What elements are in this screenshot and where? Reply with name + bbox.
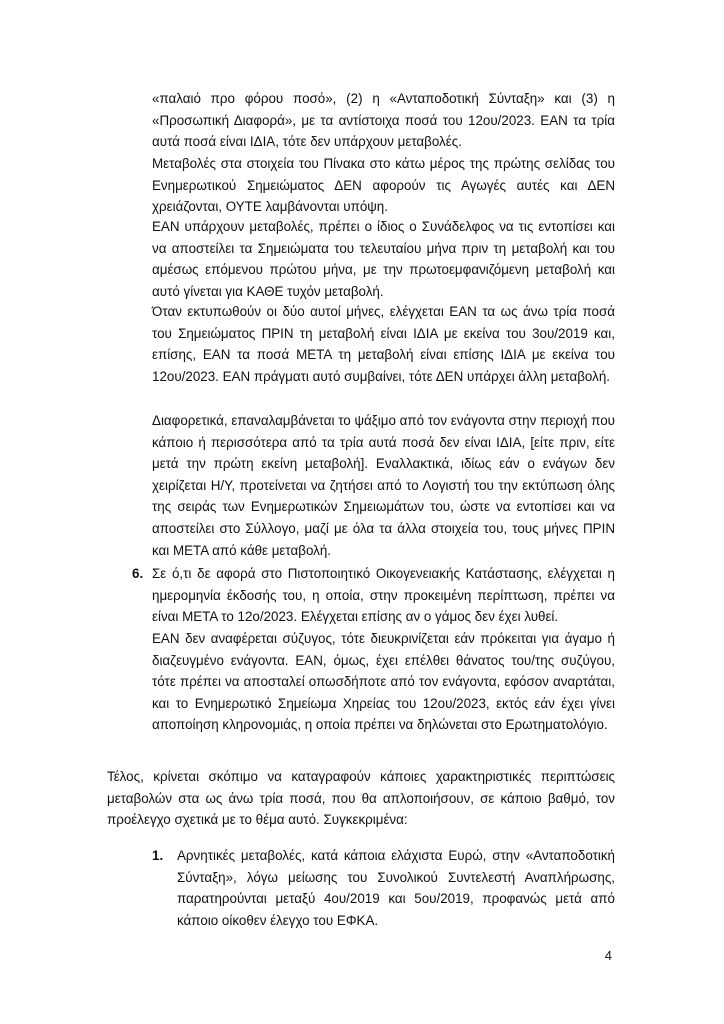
paragraph-finally: Τέλος, κρίνεται σκόπιμο να καταγραφούν κάποιες χαρακτηριστικές περιπτώσεις μεταβολών στα ως άνω τρία ποσά, που θα απλοποιήσουν, σε κάποιο βαθμό, τον προέλεγχο σχετικά με το θέμα αυτό. Συγκεκριμένα: [107, 769, 615, 828]
list-number-6: 6. [132, 566, 144, 581]
paragraph-otherwise: Διαφορετικά, επαναλαμβάνεται το ψάξιμο από τον ενάγοντα στην περιοχή που κάποιο ή περισσότερα από τα τρία αυτά ποσά δεν είναι ΙΔΙΑ, [είτε πριν, είτε μετά την πρώτη εκείνη μεταβολή]. Εναλλακτικά, ιδίως εάν ο ενάγων δεν χειρίζεται Η/Υ, προτείνεται να ζητήσει από το Λογιστή του την εκτύπωση όλης της σειράς των Ενημερωτικών Σημειωμάτων του, ώστε να εντοπίσει και να αποστείλει στο Σύλλογο, μαζί με όλα τα άλλα στοιχεία του, τους μήνες ΠΡΙΝ και ΜΕΤΑ από κάθε μεταβολή. [152, 413, 615, 558]
paragraph-negative-changes: Αρνητικές μεταβολές, κατά κάποια ελάχιστα Ευρώ, στην «Ανταποδοτική Σύνταξη», λόγω μείωσης του Συνολικού Συντελεστή Αναπλήρωσης, παρατηρούνται μεταξύ 4ου/2019 και 5ου/2019, προφανώς μετά από κάποιο οίκοθεν έλεγχο του ΕΦΚΑ. [177, 848, 615, 928]
paragraph-table-changes: Μεταβολές στα στοιχεία του Πίνακα στο κάτω μέρος της πρώτης σελίδας του Ενημερωτικού Σημειώματος ΔΕΝ αφορούν τις Αγωγές αυτές και ΔΕΝ χρειάζονται, ΟΥΤΕ λαμβάνονται υπόψη. [152, 156, 615, 215]
paragraph-if-changes: ΕΑΝ υπάρχουν μεταβολές, πρέπει ο ίδιος ο Συνάδελφος να τις εντοπίσει και να αποστείλει τα Σημειώματα του τελευταίου μήνα πριν τη μεταβολή και του αμέσως επόμενου πρώτου μήνα, με την πρωτοεμφανιζόμενη μεταβολή και αυτό γίνεται για ΚΑΘΕ τυχόν μεταβολή. [152, 219, 615, 299]
paragraph-family-certificate: Σε ό,τι δε αφορά στο Πιστοποιητικό Οικογενειακής Κατάστασης, ελέγχεται η ημερομηνία έκδοσής του, η οποία, στην προκειμένη περίπτωση, πρέπει να είναι ΜΕΤΑ το 12ο/2023. Ελέγχεται επίσης αν ο γάμος δεν έχει λυθεί. [152, 566, 615, 625]
paragraph-amounts: «παλαιό προ φόρου ποσό», (2) η «Ανταποδοτική Σύνταξη» και (3) η «Προσωπική Διαφορά», με τα αντίστοιχα ποσά του 12ου/2023. ΕΑΝ τα τρία αυτά ποσά είναι ΙΔΙΑ, τότε δεν υπάρχουν μεταβολές. [152, 91, 615, 150]
page-number: 4 [604, 948, 612, 963]
paragraph-spouse: ΕΑΝ δεν αναφέρεται σύζυγος, τότε διευκρινίζεται εάν πρόκειται για άγαμο ή διαζευγμένο ενάγοντα. ΕΑΝ, όμως, έχει επέλθει θάνατος του/της συζύγου, τότε πρέπει να αποσταλεί οπωσδήποτε από τον ενάγοντα, εφόσον αναρτάται, και το Ενημερωτικό Σημείωμα Χηρείας του 12ου/2023, εκτός εάν έχει γίνει αποποίηση κληρονομιάς, η οποία πρέπει να δηλώνεται στο Ερωτηματολόγιο. [152, 631, 615, 733]
paragraph-when-printed: Όταν εκτυπωθούν οι δύο αυτοί μήνες, ελέγχεται ΕΑΝ τα ως άνω τρία ποσά του Σημειώματος ΠΡΙΝ τη μεταβολή είναι ΙΔΙΑ με εκείνα του 3ου/2019 και, επίσης, ΕΑΝ τα ποσά ΜΕΤΑ τη μεταβολή είναι επίσης ΙΔΙΑ με εκείνα του 12ου/2023. ΕΑΝ πράγματι αυτό συμβαίνει, τότε ΔΕΝ υπάρχει άλλη μεταβολή. [152, 304, 615, 384]
list-number-1: 1. [152, 848, 164, 863]
